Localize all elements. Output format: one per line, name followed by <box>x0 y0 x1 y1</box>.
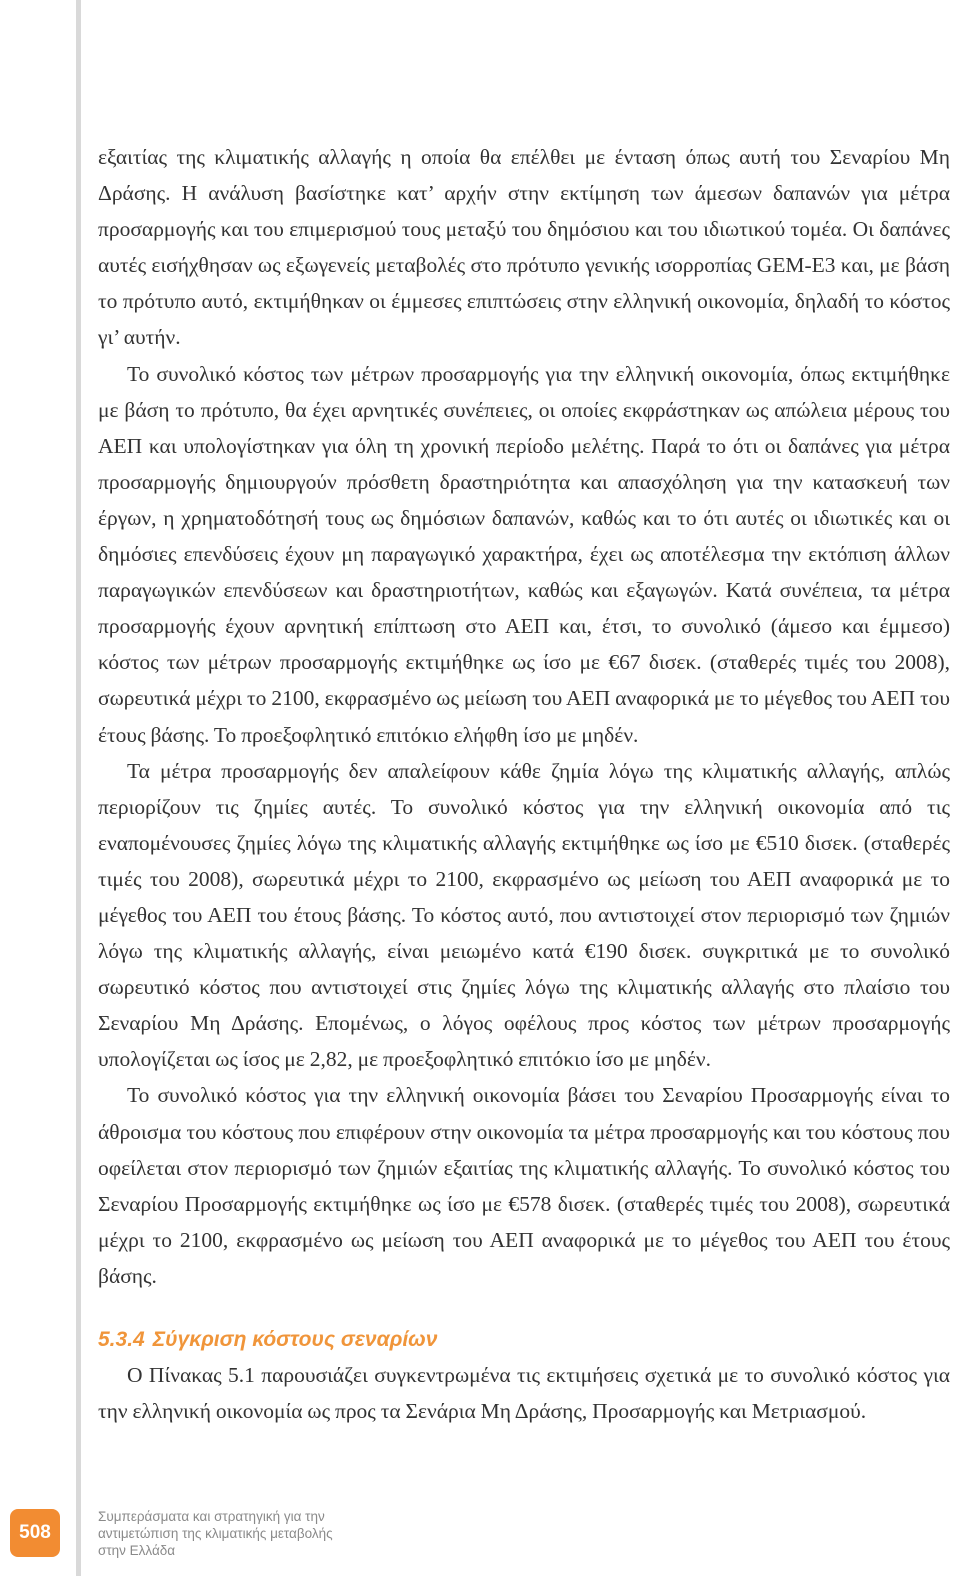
body-paragraph-4: Το συνολικό κόστος για την ελληνική οικονομία βάσει του Σεναρίου Προσαρμογής είναι το άθροισμα του κόστους που επιφέρουν στην οικονομία τα μέτρα προσαρμογής και του κόστους που οφείλεται στον περιορισμό των ζημιών εξαιτίας της κλιματικής αλλαγής. Το συνολικό κόστος του Σεναρίου Προσαρμογής εκτιμήθηκε ως ίσο με €578 δισεκ. (σταθερές τιμές του 2008), σωρευτικά μέχρι το 2100, εκφρασμένο ως μείωση του ΑΕΠ αναφορικά με το μέγεθος του ΑΕΠ του έτους βάσης. <box>98 1083 950 1288</box>
section-paragraph: Ο Πίνακας 5.1 παρουσιάζει συγκεντρωμένα τις εκτιμήσεις σχετικά με το συνολικό κόστος για την ελληνική οικονομία ως προς τα Σενάρια Μη Δράσης, Προσαρμογής και Μετριασμού. <box>98 1363 950 1424</box>
section-number: 5.3.4 <box>98 1328 145 1351</box>
footer-book-title <box>98 1508 398 1559</box>
footer-title-line-1: Συμπεράσματα και στρατηγική για την <box>98 1509 325 1524</box>
body-paragraph-3: Τα μέτρα προσαρμογής δεν απαλείφουν κάθε ζημία λόγω της κλιματικής αλλαγής, απλώς περιορίζουν τις ζημίες αυτές. Το συνολικό κόστος για την ελληνική οικονομία από τις εναπομένουσες ζημίες λόγω της κλιματικής αλλαγής εκτιμήθηκε ως ίσο με €510 δισεκ. (σταθερές τιμές του 2008), σωρευτικά μέχρι το 2100, εκφρασμένο ως μείωση του ΑΕΠ αναφορικά με το μέγεθος του ΑΕΠ του έτους βάσης. Το κόστος αυτό, που αντιστοιχεί στον περιορισμό των ζημιών λόγω της κλιματικής αλλαγής, είναι μειωμένο κατά €190 δισεκ. συγκριτικά με το συνολικό σωρευτικό κόστος που αντιστοιχεί στις ζημίες λόγω της κλιματικής αλλαγής στο πλαίσιο του Σεναρίου Μη Δράσης. Επομένως, ο λόγος οφέλους προς κόστος των μέτρων προσαρμογής υπολογίζεται ως ίσος με 2,82, με προεξοφλητικό επιτόκιο ίσο με μηδέν. <box>98 758 950 1072</box>
section-title: Σύγκριση κόστους σεναρίων <box>152 1328 438 1351</box>
left-margin-rule <box>76 0 81 1576</box>
footer-title-line-2: αντιμετώπιση της κλιματικής μεταβολής <box>98 1526 333 1541</box>
page-number-badge: 508 <box>10 1509 60 1557</box>
footer-title-line-3: στην Ελλάδα <box>98 1543 176 1558</box>
body-paragraph-2: Το συνολικό κόστος των μέτρων προσαρμογής για την ελληνική οικονομία, όπως εκτιμήθηκε με βάση το πρότυπο, θα έχει αρνητικές συνέπειες, οι οποίες εκφράστηκαν ως απώλεια μέρους του ΑΕΠ και υπολογίστηκαν για όλη τη χρονική περίοδο μελέτης. Παρά το ότι οι δαπάνες για μέτρα προσαρμογής δημιουργούν πρόσθετη δραστηριότητα και απασχόληση για την κατασκευή των έργων, η χρηματοδότησή τους ως δημόσιων δαπανών, καθώς και το ότι αυτές οι ιδιωτικές και οι δημόσιες επενδύσεις έχουν μη παραγωγικό χαρακτήρα, έχει ως αποτέλεσμα την εκτόπιση άλλων παραγωγικών επενδύσεων και δραστηριοτήτων, καθώς και εξαγωγών. Κατά συνέπεια, τα μέτρα προσαρμογής έχουν αρνητική επίπτωση στο ΑΕΠ και, έτσι, το συνολικό (άμεσο και έμμεσο) κόστος των μέτρων προσαρμογής εκτιμήθηκε ως ίσο με €67 δισεκ. (σταθερές τιμές του 2008), σωρευτικά μέχρι το 2100, εκφρασμένο ως μείωση του ΑΕΠ αναφορικά με το μέγεθος του ΑΕΠ του έτους βάσης. Το προεξοφλητικό επιτόκιο ελήφθη ίσο με μηδέν. <box>98 361 950 747</box>
body-paragraph-1: εξαιτίας της κλιματικής αλλαγής η οποία θα επέλθει με ένταση όπως αυτή του Σεναρίου Μη Δράσης. Η ανάλυση βασίστηκε κατ’ αρχήν στην εκτίμηση των άμεσων δαπανών για μέτρα προσαρμογής και του επιμερισμού τους μεταξύ του δημόσιου και του ιδιωτικού τομέα. Οι δαπάνες αυτές εισήχθησαν ως εξωγενείς μεταβολές στο πρότυπο γενικής ισορροπίας GEM-E3 και, με βάση το πρότυπο αυτό, εκτιμήθηκαν οι έμμεσες επιπτώσεις στην ελληνική οικονομία, δηλαδή το κόστος γι’ αυτήν. <box>98 145 950 350</box>
page-content <box>98 139 950 1429</box>
section-heading <box>98 1323 950 1357</box>
